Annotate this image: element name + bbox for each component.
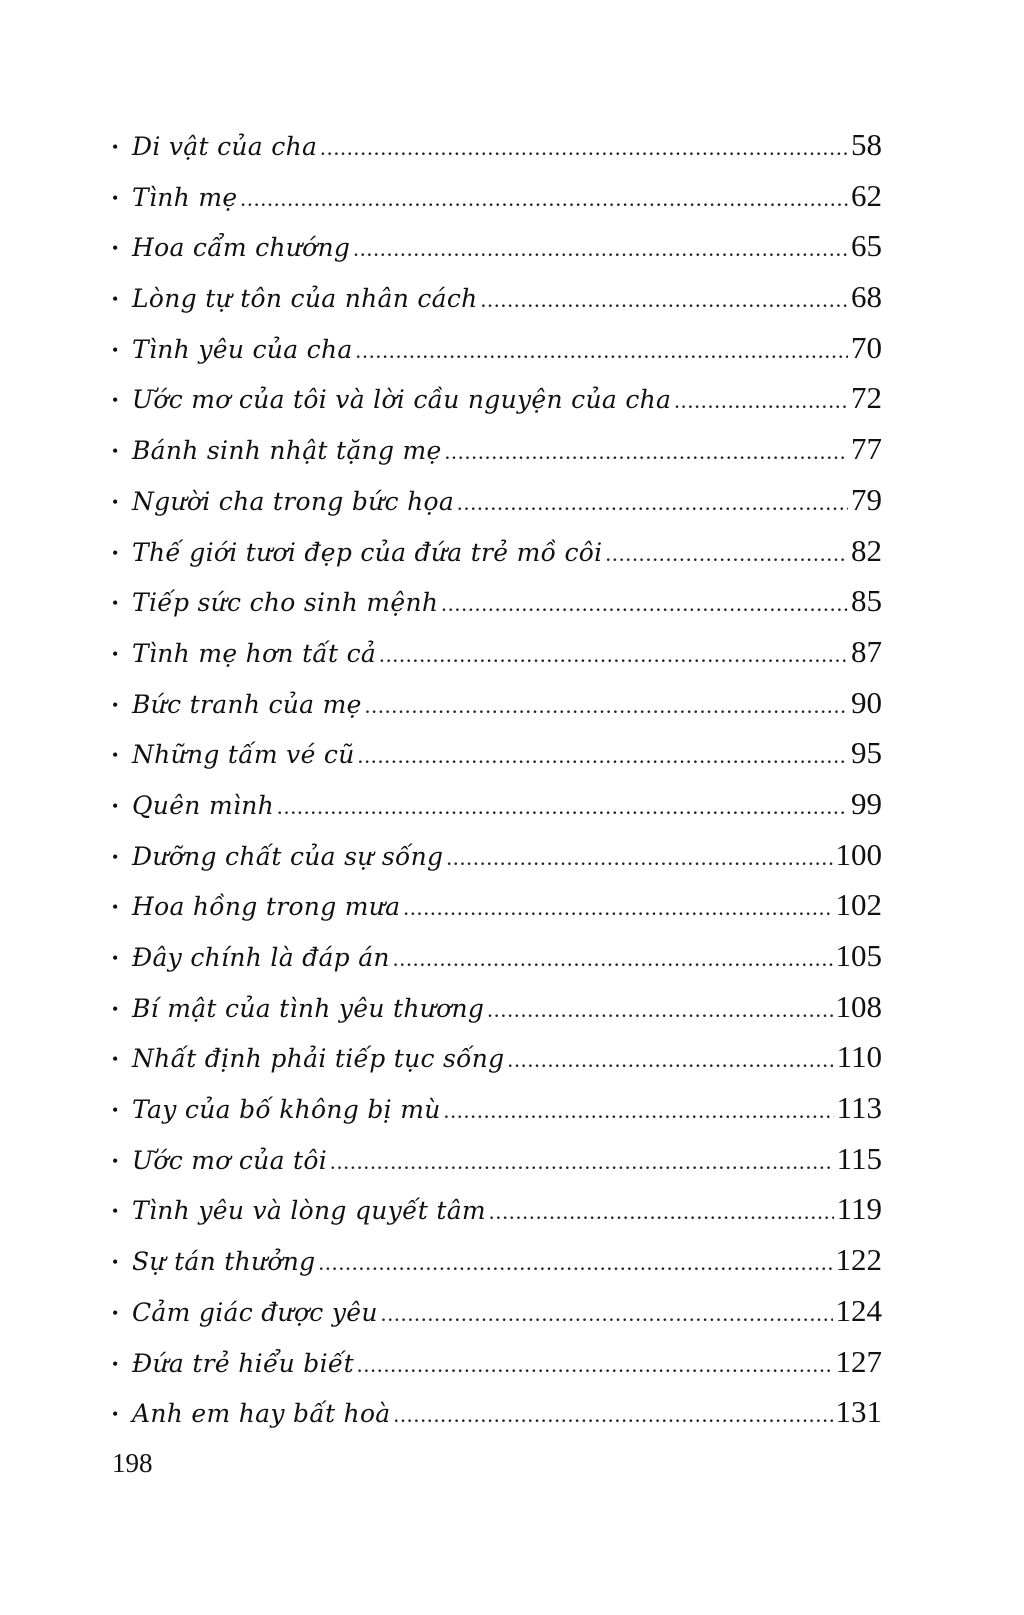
toc-entry-page: 95 [851, 735, 882, 771]
dot-leader [441, 579, 848, 630]
bullet: • [112, 1100, 119, 1121]
toc-entry-title: Di vật của cha [132, 132, 318, 161]
toc-entry [112, 1134, 882, 1185]
toc-entry [112, 931, 882, 982]
bullet: • [112, 137, 119, 157]
dot-leader [277, 782, 848, 833]
toc-entry-page: 82 [851, 532, 882, 568]
dot-leader [320, 123, 848, 174]
dot-leader [365, 681, 848, 732]
toc-entry-page: 68 [851, 279, 882, 315]
toc-entry-title: Tình yêu của cha [132, 334, 353, 364]
toc-entry [112, 1286, 882, 1337]
toc-entry-title: Đứa trẻ hiểu biết [132, 1348, 354, 1378]
toc-entry [112, 1387, 882, 1438]
toc-entry-page: 110 [836, 1039, 882, 1075]
toc-entry-title: Bánh sinh nhật tặng mẹ [132, 436, 442, 466]
toc-entry [112, 373, 882, 424]
toc-entry-title: Sự tán thưởng [132, 1247, 316, 1277]
bullet: • [112, 1302, 119, 1323]
bullet: • [112, 643, 119, 664]
toc-entry-page: 124 [835, 1292, 882, 1328]
toc-entry [112, 171, 882, 222]
toc-entry [112, 1083, 882, 1134]
bullet: • [112, 1049, 119, 1070]
toc-entry-page: 99 [851, 785, 882, 821]
toc-entry [112, 272, 882, 323]
bullet: • [112, 491, 119, 512]
bullet: • [112, 390, 119, 411]
table-of-contents [112, 120, 882, 1438]
bullet: • [112, 694, 119, 715]
toc-entry [112, 728, 882, 779]
bullet: • [112, 998, 119, 1019]
dot-leader [457, 478, 848, 529]
toc-entry-title: Lòng tự tôn của nhân cách [132, 284, 478, 314]
toc-entry [112, 1337, 882, 1388]
toc-entry-title: Tình mẹ [132, 182, 238, 212]
toc-entry [112, 779, 882, 830]
toc-entry [112, 627, 882, 678]
dot-leader [481, 275, 848, 326]
dot-leader [318, 1238, 832, 1289]
dot-leader [240, 174, 848, 225]
toc-entry-title: Tình yêu và lòng quyết tâm [132, 1196, 486, 1226]
toc-entry [112, 1184, 882, 1235]
bullet: • [112, 593, 119, 614]
toc-entry-page: 100 [835, 836, 882, 872]
dot-leader [446, 833, 832, 884]
toc-entry-page: 58 [851, 127, 882, 162]
toc-entry-title: Những tấm vé cũ [132, 740, 355, 770]
toc-entry-page: 108 [835, 988, 882, 1024]
bullet: • [112, 745, 119, 766]
toc-entry-title: Người cha trong bức họa [132, 486, 455, 516]
toc-entry [112, 120, 882, 171]
toc-entry [112, 221, 882, 272]
toc-entry-page: 72 [851, 380, 882, 416]
bullet: • [112, 187, 119, 208]
bullet: • [112, 542, 119, 563]
toc-entry-title: Tay của bố không bị mù [132, 1095, 441, 1125]
toc-entry [112, 475, 882, 526]
dot-leader [394, 1390, 833, 1441]
toc-entry-title: Ước mơ của tôi [132, 1145, 328, 1175]
toc-entry-title: Tiếp sức cho sinh mệnh [132, 588, 439, 618]
toc-entry-page: 87 [851, 633, 882, 669]
toc-entry [112, 830, 882, 881]
bullet: • [112, 289, 119, 310]
bullet: • [112, 1252, 119, 1273]
bullet: • [112, 948, 119, 968]
toc-entry-title: Bức tranh của mẹ [132, 689, 362, 719]
toc-entry-page: 127 [835, 1343, 882, 1379]
toc-entry-page: 79 [851, 481, 882, 517]
bullet: • [112, 1201, 119, 1222]
bullet: • [112, 795, 119, 816]
dot-leader [379, 630, 848, 681]
toc-entry-page: 113 [836, 1090, 882, 1126]
toc-entry-title: Cảm giác được yêu [132, 1297, 378, 1327]
toc-entry-page: 70 [851, 329, 882, 365]
toc-entry-title: Dưỡng chất của sự sống [132, 841, 444, 871]
toc-entry-page: 122 [835, 1242, 882, 1278]
dot-leader [674, 376, 848, 427]
toc-entry-page: 77 [851, 431, 882, 467]
toc-entry-page: 115 [836, 1140, 882, 1176]
bullet: • [112, 339, 119, 360]
toc-entry-page: 65 [851, 228, 882, 264]
dot-leader [445, 427, 848, 478]
dot-leader [487, 985, 832, 1036]
toc-entry-title: Đây chính là đáp án [132, 943, 390, 972]
dot-leader [489, 1187, 834, 1238]
toc-entry [112, 1235, 882, 1286]
bullet: • [112, 897, 119, 918]
toc-entry-page: 85 [851, 583, 882, 619]
bullet: • [112, 1404, 119, 1425]
dot-leader [356, 326, 848, 377]
bullet: • [112, 1353, 119, 1374]
toc-entry [112, 678, 882, 729]
dot-leader [330, 1137, 834, 1188]
dot-leader [358, 731, 848, 782]
toc-entry-title: Hoa cẩm chướng [132, 233, 351, 263]
dot-leader [403, 883, 832, 934]
toc-entry [112, 526, 882, 577]
toc-entry-title: Quên mình [132, 790, 275, 820]
toc-entry-page: 119 [836, 1191, 882, 1227]
toc-entry-title: Thế giới tươi đẹp của đứa trẻ mồ côi [132, 537, 603, 567]
bullet: • [112, 846, 119, 867]
toc-entry-title: Hoa hồng trong mưa [132, 892, 401, 922]
toc-entry-page: 90 [851, 684, 882, 720]
toc-entry-page: 105 [835, 938, 882, 973]
toc-entry [112, 982, 882, 1033]
toc-entry-title: Nhất định phải tiếp tục sống [132, 1044, 505, 1074]
bullet: • [112, 238, 119, 259]
toc-entry-title: Anh em hay bất hoà [132, 1399, 391, 1429]
toc-entry [112, 1032, 882, 1083]
dot-leader [357, 1340, 833, 1391]
toc-entry-page: 102 [835, 887, 882, 923]
page-number: 198 [112, 1448, 153, 1478]
toc-entry-title: Bí mật của tình yêu thương [132, 993, 485, 1023]
dot-leader [381, 1289, 833, 1340]
bullet: • [112, 1150, 119, 1171]
dot-leader [605, 529, 848, 580]
dot-leader [353, 224, 848, 275]
toc-entry [112, 576, 882, 627]
dot-leader [444, 1086, 834, 1137]
bullet: • [112, 441, 119, 462]
toc-entry [112, 880, 882, 931]
toc-entry-title: Ước mơ của tôi và lời cầu nguyện của cha [132, 385, 672, 415]
dot-leader [393, 934, 833, 985]
dot-leader [508, 1035, 834, 1086]
toc-entry-page: 62 [851, 177, 882, 213]
toc-entry-title: Tình mẹ hơn tất cả [132, 638, 377, 668]
toc-entry [112, 424, 882, 475]
toc-entry-page: 131 [835, 1394, 882, 1430]
toc-entry [112, 323, 882, 374]
